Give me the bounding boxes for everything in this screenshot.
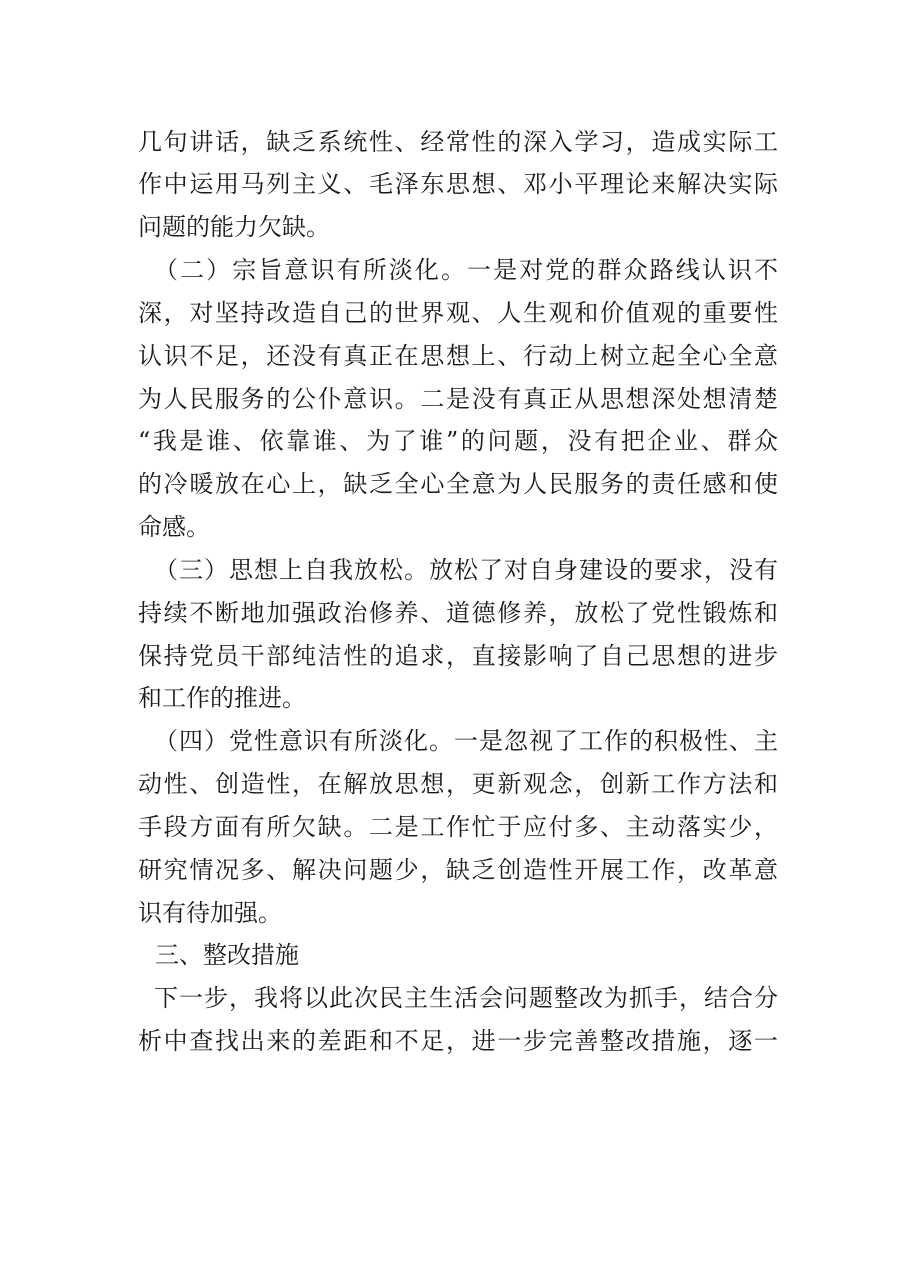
text-line: 命感。: [138, 513, 210, 541]
text-line: 手段方面有所欠缺。二是工作忙于应付多、主动落实少，: [138, 813, 778, 841]
text-line: 作中运用马列主义、毛泽东思想、邓小平理论来解决实际: [138, 170, 778, 198]
paragraph-start-line: （三）思想上自我放松。放松了对自身建设的要求，没有: [154, 556, 778, 584]
text-line: 和工作的推进。: [138, 684, 306, 712]
text-line: 识有待加强。: [138, 899, 282, 927]
text-line: 保持党员干部纯洁性的追求，直接影响了自己思想的进步: [138, 642, 778, 670]
section-heading: 三、整改措施: [155, 941, 299, 969]
paragraph-start-line: 下一步，我将以此次民主生活会问题整改为抓手，结合分: [154, 984, 778, 1012]
text-line: 问题的能力欠缺。: [138, 213, 330, 241]
text-line: 持续不断地加强政治修养、道德修养，放松了党性锻炼和: [138, 599, 778, 627]
paragraph-start-line: （二）宗旨意识有所淡化。一是对党的群众路线认识不: [154, 256, 778, 284]
text-line: 研究情况多、解决问题少，缺乏创造性开展工作，改革意: [138, 856, 778, 884]
text-line: 深，对坚持改造自己的世界观、人生观和价值观的重要性: [138, 299, 778, 327]
paragraph-start-line: （四）党性意识有所淡化。一是忽视了工作的积极性、主: [154, 727, 778, 755]
text-line: 认识不足，还没有真正在思想上、行动上树立起全心全意: [138, 342, 778, 370]
text-line: 为人民服务的公仆意识。二是没有真正从思想深处想清楚: [138, 385, 778, 413]
text-line: 的冷暖放在心上，缺乏全心全意为人民服务的责任感和使: [138, 470, 778, 498]
text-line: “我是谁、依靠谁、为了谁”的问题，没有把企业、群众: [138, 427, 778, 455]
text-line: 几句讲话，缺乏系统性、经常性的深入学习，造成实际工: [138, 128, 778, 156]
text-line: 析中查找出来的差距和不足，进一步完善整改措施，逐一: [138, 1027, 778, 1055]
text-line: 动性、创造性，在解放思想，更新观念，创新工作方法和: [138, 770, 778, 798]
